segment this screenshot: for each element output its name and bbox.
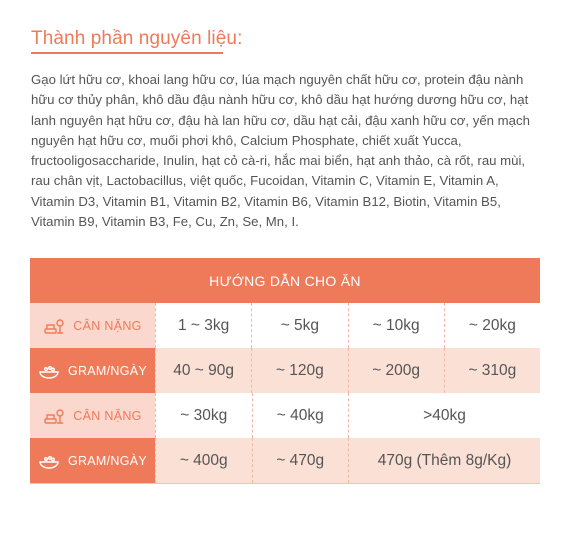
table-row-weight-1 <box>30 303 540 348</box>
scale-icon <box>43 317 65 335</box>
row-label-cell <box>30 438 155 483</box>
table-cell: ~ 30kg <box>155 393 252 438</box>
table-cell: ~ 40kg <box>252 393 349 438</box>
table-cell: 1 ~ 3kg <box>155 303 251 348</box>
ingredients-paragraph: Gạo lứt hữu cơ, khoai lang hữu cơ, lúa mạch nguyên chất hữu cơ, protein đậu nành hữu cơ thủy phân, khô dầu đậu nành hữu cơ, khô dầu hạt hướng dương hữu cơ, hạt lanh nguyên hạt hữu cơ, đậu hà lan hữu cơ, dầu hạt cải, đậu xanh hữu cơ, yến mạch nguyên hạt hữu cơ, muối phơi khô, Calcium Phosphate, chiết xuất Yucca, fructooligosaccharide, Inulin, hạt cỏ cà-ri, hắc mai biển, hạt anh thảo, cà rốt, rau mùi, rau chân vịt, Lactobacillus, việt quốc, Fucoidan, Vitamin C, Vitamin E, Vitamin A, Vitamin D3, Vitamin B1, Vitamin B2, Vitamin B6, Vitamin B12, Biotin, Vitamin B5, Vitamin B9, Vitamin B3, Fe, Cu, Zn, Se, Mn, I. <box>31 72 530 230</box>
table-row-weight-2 <box>30 393 540 438</box>
table-cell: ~ 20kg <box>444 303 540 348</box>
food-bowl-icon <box>38 452 60 470</box>
table-cell: ~ 5kg <box>251 303 347 348</box>
table-row-gram-2 <box>30 438 540 483</box>
table-cell: >40kg <box>348 393 540 438</box>
table-cell: ~ 310g <box>444 348 540 393</box>
scale-icon <box>43 407 65 425</box>
row-label-cell <box>30 393 155 438</box>
table-cell: ~ 200g <box>348 348 444 393</box>
row-label-cell <box>30 303 155 348</box>
section-title: Thành phần nguyên liệu: <box>31 28 243 49</box>
row-label: CÂN NẶNG <box>73 318 142 333</box>
table-cell: ~ 10kg <box>348 303 444 348</box>
row-label: CÂN NẶNG <box>73 408 142 423</box>
table-bottom-rule <box>30 483 540 484</box>
table-cell: ~ 470g <box>252 438 349 483</box>
table-heading: HƯỚNG DẪN CHO ĂN <box>30 258 540 303</box>
row-label: GRAM/NGÀY <box>67 363 148 378</box>
feeding-guide-table <box>30 258 540 484</box>
table-cell: ~ 120g <box>251 348 347 393</box>
table-cell: ~ 400g <box>155 438 252 483</box>
table-cell: 40 ~ 90g <box>155 348 251 393</box>
row-label-cell <box>30 348 155 393</box>
title-underline <box>31 52 223 54</box>
food-bowl-icon <box>38 362 60 380</box>
row-label: GRAM/NGÀY <box>67 453 148 468</box>
table-row-gram-1 <box>30 348 540 393</box>
table-cell: 470g (Thêm 8g/Kg) <box>348 438 540 483</box>
